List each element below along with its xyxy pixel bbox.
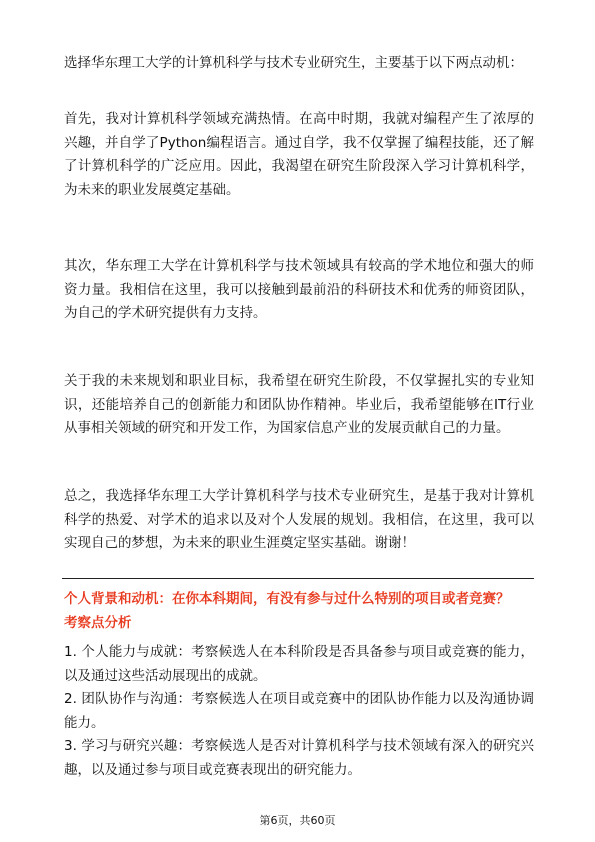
paragraph-motivation-1: 首先，我对计算机科学领域充满热情。在高中时期，我就对编程产生了浓厚的兴趣，并自学了Python编程语言。通过自学，我不仅掌握了编程技能，还了解了计算机科学的广泛应用。因此，我渴望在研究生阶段深入学习计算机科学，为未来的职业发展奠定基础。: [64, 111, 534, 198]
analysis-point: 3. 学习与研究兴趣：考察候选人是否对计算机科学与技术领域有深入的研究兴趣，以及通过参与项目或竞赛表现出的研究能力。: [64, 738, 534, 778]
paragraph-motivation-2: 其次，华东理工大学在计算机科学与技术领域具有较高的学术地位和强大的师资力量。我相信在这里，我可以接触到最前沿的科研技术和优秀的师资团队，为自己的学术研究提供有力支持。: [64, 258, 534, 321]
analysis-heading: 考察点分析: [64, 615, 132, 631]
analysis-point: 2. 团队协作与沟通：考察候选人在项目或竞赛中的团队协作能力以及沟通协调能力。: [64, 691, 534, 731]
section-divider: [62, 578, 534, 579]
intro-paragraph: 选择华东理工大学的计算机科学与技术专业研究生，主要基于以下两点动机：: [64, 55, 523, 71]
analysis-points: [64, 641, 534, 782]
analysis-point: 1. 个人能力与成就：考察候选人在本科阶段是否具备参与项目或竞赛的能力，以及通过这些活动展现出的成就。: [64, 644, 534, 684]
interview-question: 个人背景和动机：在你本科期间，有没有参与过什么特别的项目或者竞赛？: [64, 591, 510, 607]
paragraph-future-plan: 关于我的未来规划和职业目标，我希望在研究生阶段，不仅掌握扎实的专业知识，还能培养自己的创新能力和团队协作精神。毕业后，我希望能够在IT行业从事相关领域的研究和开发工作，为国家信息产业的发展贡献自己的力量。: [64, 373, 534, 436]
paragraph-conclusion: 总之，我选择华东理工大学计算机科学与技术专业研究生，是基于我对计算机科学的热爱、对学术的追求以及对个人发展的规划。我相信，在这里，我可以实现自己的梦想，为未来的职业生涯奠定坚实基础。谢谢！: [64, 488, 534, 551]
page-number: 第6页，共60页: [259, 814, 336, 827]
